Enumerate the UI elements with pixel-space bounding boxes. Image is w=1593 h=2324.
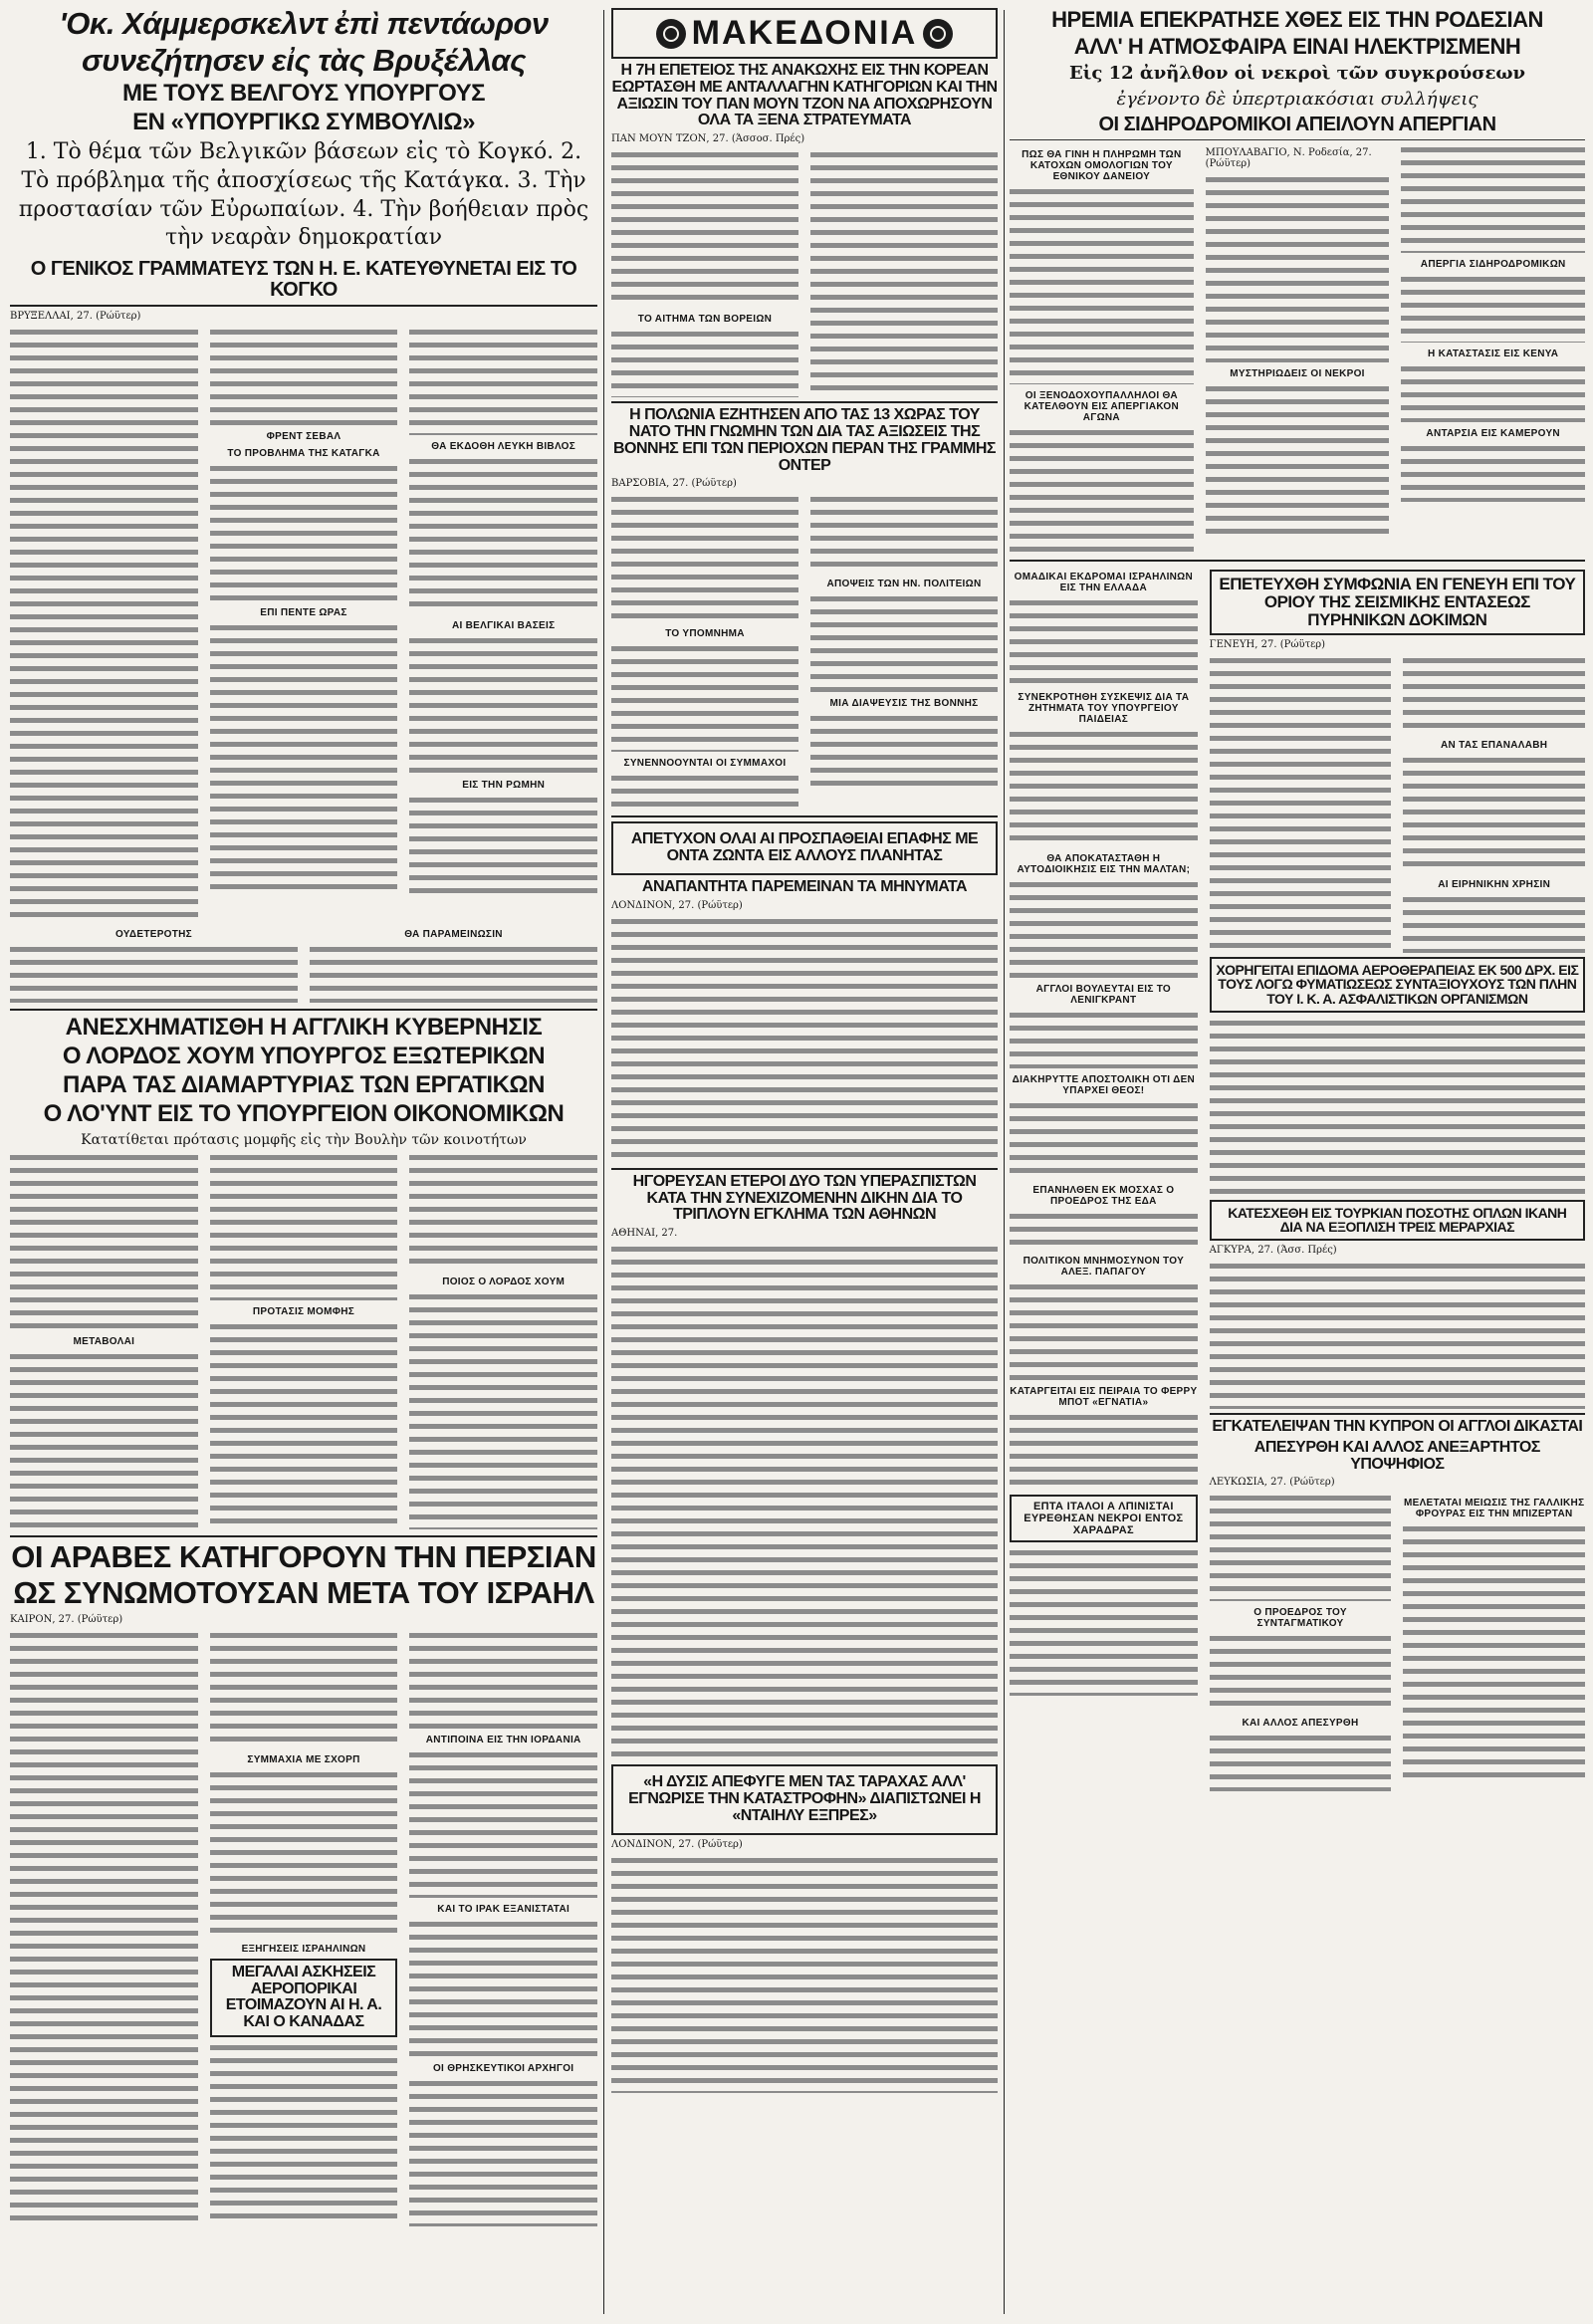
article-text xyxy=(1010,728,1198,847)
article-text xyxy=(10,1629,198,2226)
cyprus-byline: ΛΕΥΚΩΣΙΑ, 27. (Ρώϋτερ) xyxy=(1209,1477,1335,1489)
article-text xyxy=(1010,878,1198,978)
kongo-article-tail xyxy=(10,923,597,1003)
aviation-exercises-box: ΜΕΓΑΛΑΙ ΑΣΚΗΣΕΙΣ ΑΕΡΟΠΟΡΙΚΑΙ ΕΤΟΙΜΑΖΟΥΝ ΑΙ Η. Α. ΚΑΙ Ο ΚΑΝΑΔΑΣ xyxy=(210,1959,398,2037)
article-text xyxy=(1206,173,1390,362)
article-text xyxy=(1210,654,1392,953)
article-text xyxy=(10,1350,198,1529)
section-heading: ΚΑΙ ΑΛΛΟΣ ΑΠΕΣΥΡΘΗ xyxy=(1242,1718,1359,1730)
geneva-body xyxy=(1210,654,1585,953)
arabs-byline: ΚΑΙΡΟΝ, 27. (Ρώϋτερ) xyxy=(10,1613,123,1625)
section-heading: ΚΑΙ ΤΟ ΙΡΑΚ ΕΞΑΝΙΣΤΑΤΑΙ xyxy=(437,1903,570,1915)
article-text xyxy=(1010,1280,1198,1380)
rhodesia-sub-line1: Εἰς 12 ἀνῆλθον οἱ νεκροὶ τῶν συγκρούσεων xyxy=(1068,63,1526,85)
article-text xyxy=(1010,1099,1198,1179)
section-heading: ΑΠΕΡΓΙΑ ΣΙΔΗΡΟΔΡΟΜΙΚΩΝ xyxy=(1420,258,1566,270)
lead-headline-line1: 'Οκ. Χάμμερσκελντ ἐπὶ πεντάωρον xyxy=(59,6,549,41)
rhodesia-headline-line2: ΑΛΛ' Η ΑΤΜΟΣΦΑΙΡΑ ΕΙΝΑΙ ΗΛΕΚΤΡΙΣΜΕΝΗ xyxy=(1073,34,1521,60)
section-heading: ΕΞΗΓΗΣΕΙΣ ΙΣΡΑΗΛΙΝΩΝ xyxy=(241,1943,366,1955)
article-text xyxy=(611,1243,998,1760)
globe-icon xyxy=(656,19,686,49)
section-heading: ΑΙ ΒΕΛΓΙΚΑΙ ΒΑΣΕΙΣ xyxy=(451,619,556,631)
arabs-headline-line1: ΟΙ ΑΡΑΒΕΣ ΚΑΤΗΓΟΡΟΥΝ ΤΗΝ ΠΕΡΣΙΑΝ xyxy=(11,1538,596,1574)
article-text xyxy=(1403,654,1585,734)
article-text xyxy=(1010,1210,1198,1250)
article-text xyxy=(1010,1411,1198,1491)
divider xyxy=(1210,1413,1585,1415)
section-heading: ΠΡΟΤΑΣΙΣ ΜΟΜΦΗΣ xyxy=(252,1305,355,1317)
strikers-headline: ΟΙ ΞΕΝΟΔΟΧΟΥΠΑΛΛΗΛΟΙ ΘΑ ΚΑΤΕΛΘΟΥΝ ΕΙΣ ΑΠΕΡΓΙΑΚΟΝ ΑΓΩΝΑ xyxy=(1024,389,1180,423)
section-heading: ΣΥΝΕΝΝΟΟΥΝΤΑΙ ΟΙ ΣΥΜΜΑΧΟΙ xyxy=(623,758,787,770)
space-subheadline: ΑΝΑΠΑΝΤΗΤΑ ΠΑΡΕΜΕΙΝΑΝ ΤΑ ΜΗΝΥΜΑΤΑ xyxy=(641,877,968,895)
korea-headline: Η 7Η ΕΠΕΤΕΙΟΣ ΤΗΣ ΑΝΑΚΩΧΗΣ ΕΙΣ ΤΗΝ ΚΟΡΕΑΝ ΕΩΡΤΑΣΘΗ ΜΕ ΑΝΤΑΛΛΑΓΗΝ ΚΑΤΗΓΟΡΙΩΝ ΚΑΙ ΤΗΝ ΑΞΙΩΣΙΝ ΤΟΥ ΠΑΝ ΜΟΥΝ ΤΖΟΝ ΝΑ ΑΠΟΧΩΡΗΣΟΥΝ ΟΛΑ ΤΑ ΞΕΝΑ ΣΤΡΑΤΕΥΜΑΤΑ xyxy=(611,62,998,129)
cyprus-headline-line2: ΑΠΕΣΥΡΘΗ ΚΑΙ ΑΛΛΟΣ ΑΝΕΞΑΡΤΗΤΟΣ ΥΠΟΨΗΦΙΟΣ xyxy=(1253,1438,1540,1473)
section-heading: ΦΡΕΝΤ ΣΕΒΑΛ xyxy=(266,430,341,442)
west-headline: «Η ΔΥΣΙΣ ΑΠΕΦΥΓΕ ΜΕΝ ΤΑΣ ΤΑΡΑΧΑΣ ΑΛΛ' ΕΓΝΩΡΙΣΕ ΤΗΝ ΚΑΤΑΣΤΡΟΦΗΝ» ΔΙΑΠΙΣΤΩΝΕΙ Η «ΝΤΑΙΗΛΥ ΕΞΠΡΕΣ» xyxy=(628,1773,981,1824)
uk-headline-line2: Ο ΛΟΡΔΟΣ ΧΟΥΜ ΥΠΟΥΡΓΟΣ ΕΞΩΤΕΡΙΚΩΝ xyxy=(62,1043,546,1070)
korea-article-body xyxy=(611,148,998,397)
right-top-body xyxy=(1010,143,1585,556)
article-text xyxy=(611,148,798,308)
news-item-heading: ΕΠΑΝΗΛΘΕΝ ΕΚ ΜΟΣΧΑΣ Ο ΠΡΟΕΔΡΟΣ ΤΗΣ ΕΔΑ xyxy=(1032,1184,1175,1207)
divider xyxy=(1010,139,1585,140)
turkey-byline: ΑΓΚΥΡΑ, 27. (Άσσ. Πρές) xyxy=(1209,1244,1337,1256)
right-middle-body xyxy=(1010,566,1585,1791)
article-text xyxy=(611,1854,998,2093)
article-text xyxy=(1010,426,1194,556)
masthead xyxy=(611,8,998,59)
athens-byline: ΑΘΗΝΑΙ, 27. xyxy=(611,1228,678,1240)
globe-icon xyxy=(923,19,953,49)
article-text xyxy=(1210,1732,1392,1791)
article-text xyxy=(409,455,597,614)
news-item-heading: ΘΑ ΑΠΟΚΑΤΑΣΤΑΘΗ Η ΑΥΤΟΔΙΟΙΚΗΣΙΣ ΕΙΣ ΤΗΝ ΜΑΛΤΑΝ; xyxy=(1017,852,1191,875)
section-heading: ΘΑ ΕΚΔΟΘΗ ΛΕΥΚΗ ΒΙΒΛΟΣ xyxy=(431,440,576,452)
article-text xyxy=(1403,1522,1585,1781)
space-headline: ΑΠΕΤΥΧΟΝ ΟΛΑΙ ΑΙ ΠΡΟΣΠΑΘΕΙΑΙ ΕΠΑΦΗΣ ΜΕ ΟΝΤΑ ΖΩΝΤΑ ΕΙΣ ΑΛΛΟΥΣ ΠΛΑΝΗΤΑΣ xyxy=(630,830,979,865)
article-text xyxy=(210,1768,398,1938)
cyprus-headline-line1: ΕΓΚΑΤΕΛΕΙΨΑΝ ΤΗΝ ΚΥΠΡΟΝ ΟΙ ΑΓΓΛΟΙ ΔΙΚΑΣΤΑΙ xyxy=(1212,1417,1583,1435)
divider xyxy=(611,401,998,403)
news-item-heading: ΠΟΛΙΤΙΚΟΝ ΜΝΗΜΟΣΥΝΟΝ ΤΟΥ ΑΛΕΞ. ΠΑΠΑΓΟΥ xyxy=(1023,1255,1185,1278)
kongo-byline: ΒΡΥΞΕΛΛΑΙ, 27. (Ρώϋτερ) xyxy=(10,310,141,322)
west-article-box xyxy=(611,1764,998,1834)
news-item-heading: ΣΥΝΕΚΡΟΤΗΘΗ ΣΥΣΚΕΨΙΣ ΔΙΑ ΤΑ ΖΗΤΗΜΑΤΑ ΤΟΥ ΥΠΟΥΡΓΕΙΟΥ ΠΑΙΔΕΙΑΣ xyxy=(1018,691,1190,725)
right-column xyxy=(1010,0,1585,1791)
divider xyxy=(611,815,998,817)
article-text xyxy=(1210,1492,1392,1601)
divider xyxy=(611,1168,998,1170)
article-text xyxy=(1401,442,1585,502)
poland-byline: ΒΑΡΣΟΒΙΑ, 27. (Ρώϋτερ) xyxy=(611,478,737,490)
section-heading: ΑΙ ΕΙΡΗΝΙΚΗΝ ΧΡΗΣΙΝ xyxy=(1438,878,1551,890)
divider xyxy=(1010,560,1585,562)
article-text xyxy=(310,943,597,1003)
west-byline: ΛΟΝΔΙΝΟΝ, 27. (Ρώϋτερ) xyxy=(611,1838,743,1850)
article-text xyxy=(1210,1632,1392,1712)
arabs-article-body xyxy=(10,1629,597,2226)
section-heading: Η ΚΑΤΑΣΤΑΣΙΣ ΕΙΣ ΚΕΝΥΑ xyxy=(1428,348,1559,359)
section-heading: ΤΟ ΑΙΤΗΜΑ ΤΩΝ ΒΟΡΕΙΩΝ xyxy=(637,314,773,326)
section-heading: ΑΠΟΨΕΙΣ ΤΩΝ ΗΝ. ΠΟΛΙΤΕΙΩΝ xyxy=(826,579,982,590)
turkey-headline: ΚΑΤΕΣΧΕΘΗ ΕΙΣ ΤΟΥΡΚΙΑΝ ΠΟΣΟΤΗΣ ΟΠΛΩΝ ΙΚΑΝΗ ΔΙΑ ΝΑ ΕΞΟΠΛΙΣΗ ΤΡΕΙΣ ΜΕΡΑΡΧΙΑΣ xyxy=(1210,1200,1585,1241)
article-text xyxy=(409,1151,597,1271)
lead-headline-line3: ΜΕ ΤΟΥΣ ΒΕΛΓΟΥΣ ΥΠΟΥΡΓΟΥΣ xyxy=(121,80,486,108)
lead-headline-line2: συνεζήτησεν εἰς τὰς Βρυξέλλας xyxy=(82,42,526,78)
article-text xyxy=(210,326,398,425)
rhodesia-headline-line1: ΗΡΕΜΙΑ ΕΠΕΚΡΑΤΗΣΕ ΧΘΕΣ ΕΙΣ ΤΗΝ ΡΟΔΕΣΙΑΝ xyxy=(1051,7,1543,32)
section-heading: ΜΕΛΕΤΑΤΑΙ ΜΕΙΩΣΙΣ ΤΗΣ ΓΑΛΛΙΚΗΣ ΦΡΟΥΡΑΣ ΕΙΣ ΤΗΝ ΜΠΙΖΕΡΤΑΝ xyxy=(1403,1498,1585,1520)
article-text xyxy=(1206,382,1390,542)
section-heading: ΑΝ ΤΑΣ ΕΠΑΝΑΛΑΒΗ xyxy=(1441,739,1548,751)
section-heading: ΘΑ ΠΑΡΑΜΕΙΝΩΣΙΝ xyxy=(404,928,503,940)
rhodesia-byline: ΜΠΟΥΛΑΒΑΓΙΟ, Ν. Ροδεσία, 27. (Ρώϋτερ) xyxy=(1205,146,1372,169)
news-item-heading: ΚΑΤΑΡΓΕΙΤΑΙ ΕΙΣ ΠΕΙΡΑΙΑ ΤΟ ΦΕΡΡΥ ΜΠΟΤ «ΕΓΝΑΤΙΑ» xyxy=(1010,1385,1198,1408)
section-heading: ΟΥΔΕΤΕΡΟΤΗΣ xyxy=(115,928,192,940)
news-item-heading: ΕΠΤΑ ΙΤΑΛΟΙ Α ΛΠΙΝΙΣΤΑΙ ΕΥΡΕΘΗΣΑΝ ΝΕΚΡΟΙ ΕΝΤΟΣ ΧΑΡΑΔΡΑΣ xyxy=(1010,1495,1198,1542)
article-text xyxy=(409,634,597,774)
uk-headline-line4: Ο ΛΟ'ΥΝΤ ΕΙΣ ΤΟ ΥΠΟΥΡΓΕΙΟΝ ΟΙΚΟΝΟΜΙΚΩΝ xyxy=(43,1100,565,1128)
rhodesia-sub-line2: ἐγένοντο δὲ ὑπερτριακόσιαι συλλήψεις xyxy=(1116,88,1479,110)
article-text xyxy=(210,621,398,890)
column-rule xyxy=(603,10,604,2314)
masthead-title: ΜΑΚΕΔΟΝΙΑ xyxy=(691,14,918,52)
uk-headline-line3: ΠΑΡΑ ΤΑΣ ΔΙΑΜΑΡΤΥΡΙΑΣ ΤΩΝ ΕΡΓΑΤΙΚΩΝ xyxy=(63,1071,545,1099)
arabs-headline-line2: ΩΣ ΣΥΝΩΜΟΤΟΥΣΑΝ ΜΕΤΑ ΤΟΥ ΙΣΡΑΗΛ xyxy=(13,1575,594,1611)
poland-article-body xyxy=(611,493,998,812)
article-text xyxy=(409,1290,597,1529)
article-text xyxy=(210,462,398,601)
article-text xyxy=(611,493,798,622)
article-text xyxy=(409,1629,597,1729)
divider xyxy=(10,1535,597,1537)
article-text xyxy=(810,148,998,397)
news-item-heading: ΟΜΑΔΙΚΑΙ ΕΚΔΡΟΜΑΙ ΙΣΡΑΗΛΙΝΩΝ ΕΙΣ ΤΗΝ ΕΛΛΑΔΑ xyxy=(1014,571,1194,593)
section-heading: ΕΙΣ ΤΗΝ ΡΩΜΗΝ xyxy=(462,779,546,791)
article-text xyxy=(409,2077,597,2226)
section-heading: Ο ΠΡΟΕΔΡΟΣ ΤΟΥ ΣΥΝΤΑΓΜΑΤΙΚΟΥ xyxy=(1253,1607,1347,1630)
section-heading: ΤΟ ΥΠΟΜΝΗΜΑ xyxy=(665,628,745,640)
space-byline: ΛΟΝΔΙΝΟΝ, 27. (Ρώϋτερ) xyxy=(611,899,743,911)
kongo-headline: Ο ΓΕΝΙΚΟΣ ΓΡΑΜΜΑΤΕΥΣ ΤΩΝ Η. Ε. ΚΑΤΕΥΘΥΝΕΤΑΙ ΕΙΣ ΤΟ ΚΟΓΚΟ xyxy=(30,257,577,301)
section-heading: ΕΠΙ ΠΕΝΤΕ ΩΡΑΣ xyxy=(260,606,347,618)
article-text xyxy=(1210,1260,1585,1409)
article-text xyxy=(210,2041,398,2220)
news-item-heading: ΑΓΓΛΟΙ ΒΟΥΛΕΥΤΑΙ ΕΙΣ ΤΟ ΛΕΝΙΓΚΡΑΝΤ xyxy=(1035,983,1172,1006)
section-heading: ΜΕΤΑΒΟΛΑΙ xyxy=(73,1335,135,1347)
section-heading: ΜΙΑ ΔΙΑΨΕΥΣΙΣ ΤΗΣ ΒΟΝΝΗΣ xyxy=(829,698,979,710)
article-text xyxy=(611,915,998,1164)
article-text xyxy=(1010,596,1198,686)
article-text xyxy=(409,326,597,435)
article-text xyxy=(611,328,798,397)
korea-byline: ΠΑΝ ΜΟΥΝ ΤΖΟΝ, 27. (Άσσοσ. Πρές) xyxy=(611,133,805,145)
article-text xyxy=(1401,143,1585,253)
article-text xyxy=(10,943,298,1003)
lead-subheadline: 1. Τὸ θέμα τῶν Βελγικῶν βάσεων εἰς τὸ Κογκό. 2. Τὸ πρόβλημα τῆς ἀποσχίσεως τῆς Κατάγκα. 3. Τὴν προστασίαν τῶν Εὐρωπαίων. 4. Τὴν βοήθειαν πρὸς τὴν νεαρὰν δημοκρατίαν xyxy=(18,139,589,251)
article-text xyxy=(611,642,798,752)
section-heading: ΜΥΣΤΗΡΙΩΔΕΙΣ ΟΙ ΝΕΚΡΟΙ xyxy=(1230,367,1365,379)
article-text xyxy=(210,1320,398,1529)
lead-headline-line4: ΕΝ «ΥΠΟΥΡΓΙΚΩ ΣΥΜΒΟΥΛΙΩ» xyxy=(132,109,475,136)
left-column xyxy=(10,0,597,2226)
divider xyxy=(10,305,597,307)
article-text xyxy=(1010,185,1194,384)
article-text xyxy=(10,1151,198,1330)
article-text xyxy=(1010,1009,1198,1068)
article-text xyxy=(10,326,198,923)
uk-headline-line1: ΑΝΕΣΧΗΜΑΤΙΣΘΗ Η ΑΓΓΛΙΚΗ ΚΥΒΕΡΝΗΣΙΣ xyxy=(65,1013,543,1041)
article-text xyxy=(810,712,998,792)
article-text xyxy=(1210,1017,1585,1196)
uk-subheadline: Κατατίθεται πρότασις μομφῆς εἰς τὴν Βουλὴν τῶν κοινοτήτων xyxy=(81,1131,527,1148)
article-text xyxy=(409,1918,597,2057)
article-text xyxy=(810,592,998,692)
athens-trial-headline: ΗΓΟΡΕΥΣΑΝ ΕΤΕΡΟΙ ΔΥΟ ΤΩΝ ΥΠΕΡΑΣΠΙΣΤΩΝ ΚΑΤΑ ΤΗΝ ΣΥΝΕΧΙΖΟΜΕΝΗΝ ΔΙΚΗΝ ΔΙΑ ΤΟ ΤΡΙΠΛΟΥΝ ΕΓΚΛΗΜΑ ΤΩΝ ΑΘΗΝΩΝ xyxy=(632,1172,977,1224)
article-text xyxy=(1403,754,1585,873)
kongo-article-body xyxy=(10,326,597,923)
section-heading: ΠΟΙΟΣ Ο ΛΟΡΔΟΣ ΧΟΥΜ xyxy=(442,1276,566,1287)
article-text xyxy=(1403,893,1585,953)
section-heading: ΣΥΜΜΑΧΙΑ ΜΕ ΣΧΟΡΠ xyxy=(247,1753,360,1765)
article-text xyxy=(1401,362,1585,422)
article-text xyxy=(409,1748,597,1898)
column-rule xyxy=(1004,10,1005,2314)
space-article-box xyxy=(611,821,998,875)
loan-headline: ΠΩΣ ΘΑ ΓΙΝΗ Η ΠΛΗΡΩΜΗ ΤΩΝ ΚΑΤΟΧΩΝ ΟΜΟΛΟΓΙΩΝ ΤΟΥ ΕΘΝΙΚΟΥ ΔΑΝΕΙΟΥ xyxy=(1022,148,1182,182)
pension-headline: ΧΟΡΗΓΕΙΤΑΙ ΕΠΙΔΟΜΑ ΑΕΡΟΘΕΡΑΠΕΙΑΣ ΕΚ 500 ΔΡΧ. ΕΙΣ ΤΟΥΣ ΛΟΓΩ ΦΥΜΑΤΙΩΣΕΩΣ ΣΥΝΤΑΞΙΟΥΧΟΥΣ ΤΩΝ ΠΛΗΝ ΤΟΥ Ι. Κ. Α. ΑΣΦΑΛΙΣΤΙΚΩΝ ΟΡΓΑΝΙΣΜΩΝ xyxy=(1210,957,1585,1013)
section-heading: ΟΙ ΘΡΗΣΚΕΥΤΙΚΟΙ ΑΡΧΗΓΟΙ xyxy=(432,2062,574,2074)
article-text xyxy=(1401,273,1585,343)
article-text xyxy=(409,794,597,893)
news-item-heading: ΔΙΑΚΗΡΥΤΤΕ ΑΠΟΣΤΟΛΙΚΗ ΟΤΙ ΔΕΝ ΥΠΑΡΧΕΙ ΘΕΟΣ! xyxy=(1012,1073,1196,1096)
article-text xyxy=(1010,1546,1198,1696)
uk-article-body xyxy=(10,1151,597,1529)
geneva-headline: ΕΠΕΤΕΥΧΘΗ ΣΥΜΦΩΝΙΑ ΕΝ ΓΕΝΕΥΗ ΕΠΙ ΤΟΥ ΟΡΙΟΥ ΤΗΣ ΣΕΙΣΜΙΚΗΣ ΕΝΤΑΣΕΩΣ ΠΥΡΗΝΙΚΩΝ ΔΟΚΙΜΩΝ xyxy=(1210,570,1585,635)
section-heading: ΤΟ ΠΡΟΒΛΗΜΑ ΤΗΣ ΚΑΤΑΓΚΑ xyxy=(227,447,380,459)
divider xyxy=(10,1009,597,1011)
article-text xyxy=(810,493,998,573)
center-column xyxy=(611,0,998,2093)
section-heading: ΑΝΤΙΠΟΙΝΑ ΕΙΣ ΤΗΝ ΙΟΡΔΑΝΙΑ xyxy=(425,1734,581,1745)
article-text xyxy=(210,1629,398,1748)
poland-headline: Η ΠΟΛΩΝΙΑ ΕΖΗΤΗΣΕΝ ΑΠΟ ΤΑΣ 13 ΧΩΡΑΣ ΤΟΥ ΝΑΤΟ ΤΗΝ ΓΝΩΜΗΝ ΤΩΝ ΔΙΑ ΤΑΣ ΑΞΙΩΣΕΙΣ ΤΗΣ ΒΟΝΝΗΣ ΕΠΙ ΤΩΝ ΠΕΡΙΟΧΩΝ ΠΕΡΑΝ ΤΗΣ ΓΡΑΜΜΗΣ ΟΝΤΕΡ xyxy=(612,406,997,474)
geneva-byline: ΓΕΝΕΥΗ, 27. (Ρώϋτερ) xyxy=(1209,638,1326,650)
section-heading: ΑΝΤΑΡΣΙΑ ΕΙΣ ΚΑΜΕΡΟΥΝ xyxy=(1426,427,1560,439)
article-text xyxy=(611,772,798,812)
rail-strike-headline: ΟΙ ΣΙΔΗΡΟΔΡΟΜΙΚΟΙ ΑΠΕΙΛΟΥΝ ΑΠΕΡΓΙΑΝ xyxy=(1098,113,1496,135)
article-text xyxy=(210,1151,398,1300)
cyprus-body xyxy=(1210,1492,1585,1791)
